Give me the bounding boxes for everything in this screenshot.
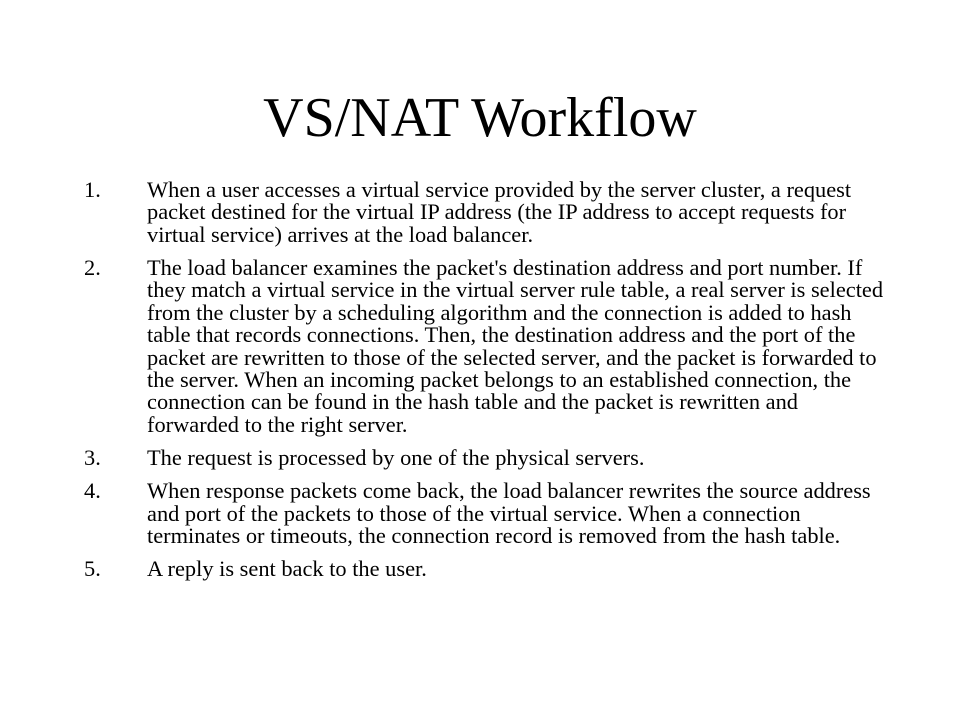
step-number: 1. <box>84 177 101 202</box>
slide-title: VS/NAT Workflow <box>263 87 697 149</box>
step-text: The load balancer examines the packet's destination address and port number. If they match a virtual service in the virtual server rule table, a real server is selected from the cluster by a scheduling algorithm and the connection is added to hash table that records connections. Then, the destination address and the port of the packet are rewritten to those of the selected server, and the packet is forwarded to the server. When an incoming packet belongs to an established connection, the connection can be found in the hash table and the packet is rewritten and forwarded to the right server. <box>147 255 884 437</box>
workflow-steps-list <box>84 179 890 591</box>
workflow-step-1 <box>84 179 890 246</box>
step-number: 4. <box>84 478 101 504</box>
step-number: 2. <box>84 255 101 281</box>
step-number: 3. <box>84 445 101 471</box>
step-text: When response packets come back, the load balancer rewrites the source address and port of the packets to those of the virtual service. When a connection terminates or timeouts, the connection record is removed from the hash table. <box>147 478 871 549</box>
step-text: A reply is sent back to the user. <box>147 556 427 582</box>
workflow-step-3 <box>84 447 890 469</box>
workflow-step-5 <box>84 558 890 580</box>
step-number: 5. <box>84 556 101 582</box>
step-text: When a user accesses a virtual service provided by the server cluster, a request packet destined for the virtual IP address (the IP address to accept requests for virtual service) arrives at the load balancer. <box>147 177 852 247</box>
workflow-step-2 <box>84 257 890 436</box>
workflow-step-4 <box>84 480 890 547</box>
step-text: The request is processed by one of the physical servers. <box>147 445 645 471</box>
